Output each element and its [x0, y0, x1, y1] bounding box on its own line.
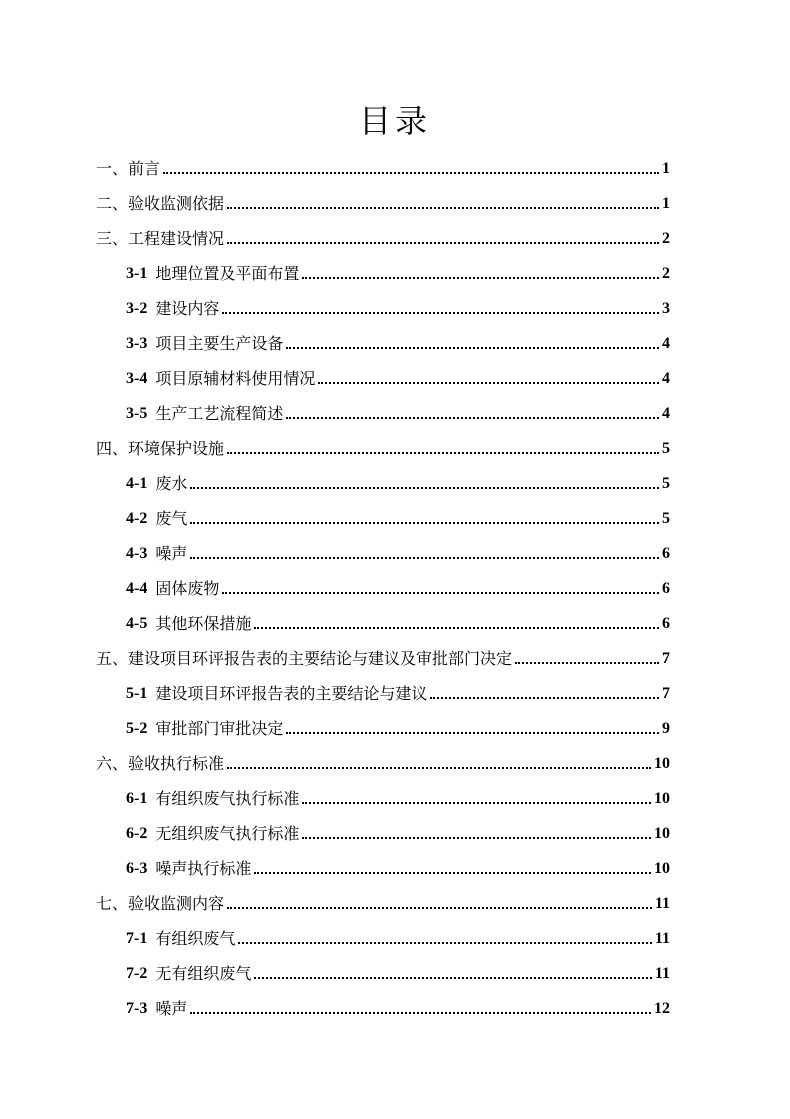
toc-entry-number: 7-3	[126, 1000, 148, 1017]
toc-entry-title: 噪声	[155, 544, 188, 563]
toc-entry-title: 生产工艺流程简述	[155, 404, 284, 423]
toc-dot-leader	[318, 382, 659, 384]
toc-dot-leader	[163, 172, 659, 174]
toc-dot-leader	[302, 802, 651, 804]
toc-dot-leader	[254, 977, 652, 979]
toc-entry-title: 固体废物	[155, 579, 220, 598]
toc-section-entry[interactable]	[96, 220, 670, 255]
toc-entry-title: 审批部门审批决定	[155, 719, 284, 738]
toc-subsection-entry[interactable]	[96, 465, 670, 500]
toc-dot-leader	[430, 697, 659, 699]
toc-entry-title: 三、工程建设情况	[96, 229, 225, 248]
toc-dot-leader	[515, 662, 659, 664]
toc-subsection-entry[interactable]	[96, 395, 670, 430]
toc-dot-leader	[222, 592, 659, 594]
toc-page-number: 6	[662, 545, 670, 562]
toc-entry-title: 建设内容	[155, 299, 220, 318]
toc-entry-number: 4-4	[126, 580, 148, 597]
toc-subsection-entry[interactable]	[96, 570, 670, 605]
toc-entry-number: 5-2	[126, 720, 148, 737]
toc-subsection-entry[interactable]	[96, 500, 670, 535]
toc-entry-number: 7-1	[126, 930, 148, 947]
toc-page-number: 7	[662, 685, 670, 702]
toc-entry-title: 地理位置及平面布置	[155, 264, 300, 283]
toc-subsection-entry[interactable]	[96, 955, 670, 990]
toc-dot-leader	[227, 207, 659, 209]
toc-subsection-entry[interactable]	[96, 605, 670, 640]
toc-page-number: 12	[654, 1000, 670, 1017]
toc-dot-leader	[190, 1012, 651, 1014]
toc-page-number: 2	[662, 265, 670, 282]
toc-page-number: 9	[662, 720, 670, 737]
toc-page-number: 1	[662, 195, 670, 212]
toc-page-number: 7	[662, 650, 670, 667]
toc-page-number: 4	[662, 370, 670, 387]
toc-entry-number: 3-1	[126, 265, 148, 282]
toc-dot-leader	[190, 487, 659, 489]
toc-subsection-entry[interactable]	[96, 290, 670, 325]
toc-section-entry[interactable]	[96, 745, 670, 780]
toc-section-entry[interactable]	[96, 150, 670, 185]
toc-page-number: 10	[654, 860, 670, 877]
toc-page-number: 6	[662, 615, 670, 632]
toc-entry-title: 噪声	[155, 999, 188, 1018]
toc-entry-number: 4-1	[126, 475, 148, 492]
toc-section-entry[interactable]	[96, 185, 670, 220]
toc-entry-number: 3-3	[126, 335, 148, 352]
toc-entry-title: 噪声执行标准	[155, 859, 252, 878]
toc-subsection-entry[interactable]	[96, 255, 670, 290]
toc-section-entry[interactable]	[96, 430, 670, 465]
toc-page-number: 5	[662, 475, 670, 492]
toc-entry-title: 项目主要生产设备	[155, 334, 284, 353]
toc-dot-leader	[286, 417, 659, 419]
toc-dot-leader	[302, 837, 651, 839]
toc-subsection-entry[interactable]	[96, 850, 670, 885]
toc-entry-title: 项目原辅材料使用情况	[155, 369, 316, 388]
toc-entry-number: 6-2	[126, 825, 148, 842]
toc-entry-title: 无有组织废气	[155, 964, 252, 983]
toc-page-number: 11	[654, 895, 670, 912]
toc-page-number: 3	[662, 300, 670, 317]
toc-section-entry[interactable]	[96, 640, 670, 675]
toc-dot-leader	[227, 907, 652, 909]
toc-entry-title: 一、前言	[96, 159, 161, 178]
toc-entry-title: 有组织废气	[155, 929, 236, 948]
toc-dot-leader	[227, 767, 651, 769]
toc-dot-leader	[286, 347, 659, 349]
toc-dot-leader	[222, 312, 659, 314]
table-of-contents	[96, 150, 670, 1025]
toc-entry-number: 6-3	[126, 860, 148, 877]
toc-entry-number: 3-5	[126, 405, 148, 422]
toc-dot-leader	[254, 872, 651, 874]
toc-subsection-entry[interactable]	[96, 535, 670, 570]
toc-entry-title: 废水	[155, 474, 188, 493]
toc-page-number: 11	[654, 965, 670, 982]
toc-page-number: 10	[654, 790, 670, 807]
toc-page-number: 2	[662, 230, 670, 247]
toc-entry-title: 六、验收执行标准	[96, 754, 225, 773]
toc-entry-number: 7-2	[126, 965, 148, 982]
toc-entry-number: 4-2	[126, 510, 148, 527]
page-title: 目录	[358, 102, 431, 140]
toc-subsection-entry[interactable]	[96, 990, 670, 1025]
toc-subsection-entry[interactable]	[96, 675, 670, 710]
toc-subsection-entry[interactable]	[96, 780, 670, 815]
toc-page-number: 11	[654, 930, 670, 947]
toc-entry-title: 七、验收监测内容	[96, 894, 225, 913]
toc-dot-leader	[302, 277, 659, 279]
toc-dot-leader	[227, 242, 659, 244]
toc-entry-title: 无组织废气执行标准	[155, 824, 300, 843]
toc-entry-number: 3-4	[126, 370, 148, 387]
toc-dot-leader	[190, 557, 659, 559]
toc-subsection-entry[interactable]	[96, 920, 670, 955]
toc-section-entry[interactable]	[96, 885, 670, 920]
toc-entry-title: 四、环境保护设施	[96, 439, 225, 458]
toc-subsection-entry[interactable]	[96, 325, 670, 360]
toc-dot-leader	[227, 452, 659, 454]
toc-entry-title: 五、建设项目环评报告表的主要结论与建议及审批部门决定	[96, 649, 513, 668]
toc-page-number: 1	[662, 160, 670, 177]
toc-entry-title: 有组织废气执行标准	[155, 789, 300, 808]
toc-page-number: 4	[662, 335, 670, 352]
toc-page-number: 5	[662, 510, 670, 527]
toc-entry-number: 4-3	[126, 545, 148, 562]
toc-subsection-entry[interactable]	[96, 815, 670, 850]
toc-entry-number: 3-2	[126, 300, 148, 317]
toc-entry-number: 4-5	[126, 615, 148, 632]
toc-dot-leader	[190, 522, 659, 524]
toc-page-number: 10	[654, 825, 670, 842]
toc-dot-leader	[286, 732, 659, 734]
toc-entry-number: 6-1	[126, 790, 148, 807]
toc-entry-title: 二、验收监测依据	[96, 194, 225, 213]
toc-page-number: 5	[662, 440, 670, 457]
toc-page-number: 4	[662, 405, 670, 422]
toc-entry-title: 其他环保措施	[155, 614, 252, 633]
toc-dot-leader	[238, 942, 652, 944]
toc-entry-number: 5-1	[126, 685, 148, 702]
toc-entry-title: 废气	[155, 509, 188, 528]
toc-dot-leader	[254, 627, 659, 629]
toc-page-number: 6	[662, 580, 670, 597]
toc-page-number: 10	[654, 755, 670, 772]
toc-subsection-entry[interactable]	[96, 710, 670, 745]
toc-subsection-entry[interactable]	[96, 360, 670, 395]
toc-entry-title: 建设项目环评报告表的主要结论与建议	[155, 684, 428, 703]
